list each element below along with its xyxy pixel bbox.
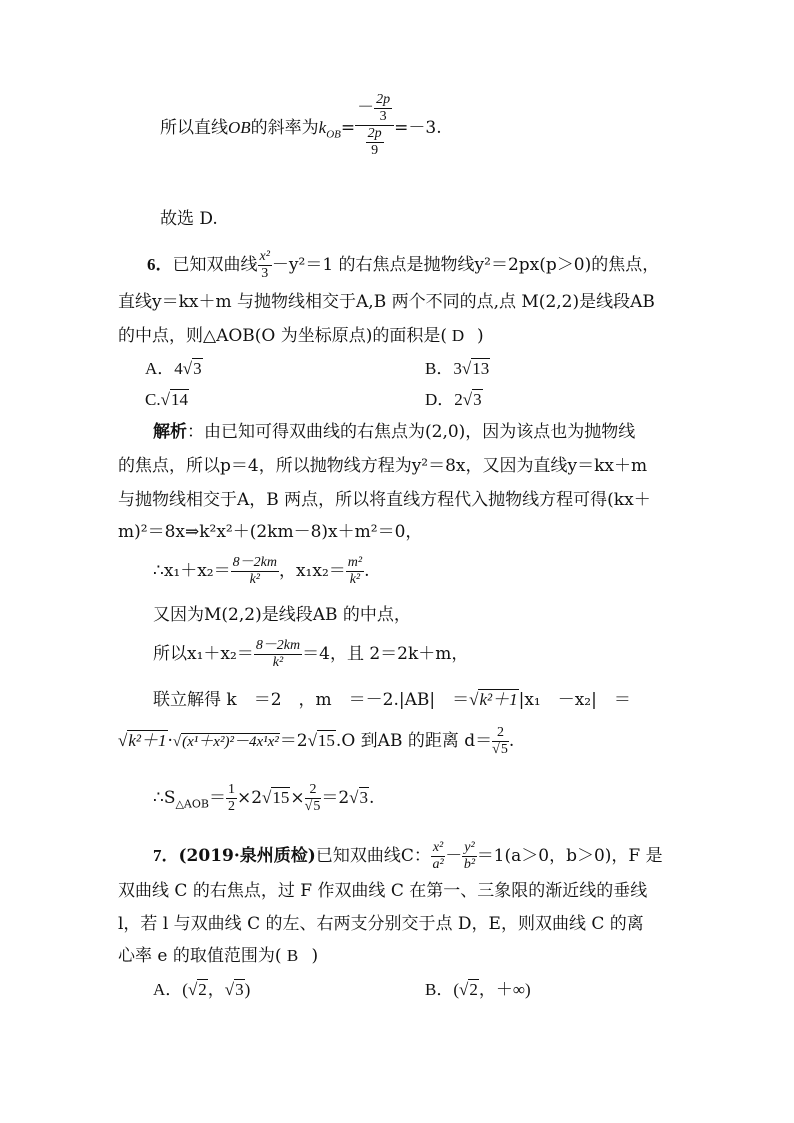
- text: ): [311, 946, 319, 966]
- q7-option-a: [153, 978, 250, 1002]
- denominator: √5: [492, 742, 508, 758]
- radicand: 5: [313, 799, 321, 815]
- fraction: [226, 782, 237, 815]
- denominator: [355, 126, 394, 159]
- q7-line-1: [153, 840, 663, 873]
- text: ＝1(a＞0，b＞0)，F 是: [476, 846, 663, 867]
- text: ·: [167, 731, 173, 752]
- text: ，x₁x₂＝: [278, 561, 346, 582]
- radicand: k²＋1: [479, 690, 518, 709]
- text: 直线y＝kx＋m 与抛物线相交于A,B 两个不同的点,点 M(2,2)是线段AB: [118, 292, 655, 312]
- fraction: [305, 782, 322, 815]
- sol6-line-3: [118, 488, 651, 512]
- radical: √3: [182, 359, 202, 378]
- numerator: 8－2km: [231, 555, 279, 572]
- radical: √(x¹＋x²)²－4x¹x²: [172, 734, 279, 751]
- text: 的斜率为: [250, 118, 319, 139]
- radical: √2: [187, 980, 207, 999]
- text: B．(: [425, 980, 459, 999]
- question-number: 6．: [147, 255, 173, 275]
- text: .: [364, 561, 370, 582]
- q6-option-b: [425, 357, 490, 381]
- text: ∴S: [153, 788, 176, 809]
- text: ：由已知可得双曲线的右焦点为(2,0)，因为该点也为抛物线: [187, 422, 636, 442]
- text: ，: [207, 980, 225, 1000]
- radicand: 3: [235, 980, 244, 999]
- text: .: [369, 788, 375, 809]
- denominator: 2: [227, 799, 235, 815]
- text: B．3: [425, 359, 462, 378]
- radicand: 5: [500, 742, 508, 758]
- text: ×2: [236, 788, 263, 809]
- radical: √3: [462, 390, 482, 409]
- numerator: 2p: [374, 92, 392, 109]
- radicand: 3: [193, 359, 202, 378]
- fraction: [366, 126, 384, 159]
- radicand: 13: [472, 359, 490, 378]
- radical: √k²＋1: [469, 690, 518, 709]
- denominator: b²: [463, 857, 476, 873]
- radicand: 2: [198, 980, 207, 999]
- text: ): [477, 326, 484, 346]
- text: 已知双曲线C：: [315, 846, 431, 867]
- text: 心率 e 的取值范围为(: [118, 946, 282, 966]
- text: C.: [145, 390, 161, 409]
- numerator: y²: [462, 840, 476, 857]
- text: －: [445, 846, 463, 867]
- sol6-line-7: [153, 638, 468, 671]
- q6-line-2: [118, 290, 655, 314]
- numerator: － $\frac{2p}{3}$: [355, 92, 394, 126]
- text: .: [508, 731, 515, 752]
- text: =－3.: [394, 118, 442, 139]
- text: |x₁ －x₂| ＝: [518, 690, 631, 710]
- text: ∴x₁＋x₂＝: [153, 561, 231, 582]
- sol6-line-10: [153, 782, 374, 816]
- text: 所以直线: [160, 118, 228, 139]
- text: 的焦点，所以p＝4，所以抛物线方程为y²＝8x，又因为直线y＝kx＋m: [118, 456, 648, 476]
- fraction: [231, 555, 279, 588]
- q6-option-a: [145, 357, 203, 381]
- radicand: 15: [272, 788, 290, 808]
- sol6-line-8: [153, 688, 631, 712]
- radicand: k²＋1: [128, 731, 167, 751]
- numerator: 2: [305, 782, 322, 799]
- denominator: 3: [379, 109, 387, 125]
- fraction: [258, 249, 272, 282]
- text: ＝: [208, 788, 226, 809]
- radical: √3: [224, 980, 244, 999]
- text: OB: [228, 118, 251, 138]
- q6-option-d: [425, 388, 483, 412]
- text: 又因为M(2,2)是线段AB 的中点，: [153, 605, 411, 625]
- denominator: 9: [371, 143, 379, 159]
- text: ，＋∞): [478, 980, 531, 999]
- complex-fraction: [355, 92, 394, 159]
- sol6-line-5: [153, 555, 369, 588]
- fraction: [492, 725, 509, 758]
- text: 故选 D.: [160, 209, 218, 229]
- text: l，若 l 与双曲线 C 的左、右两支分别交于点 D，E，则双曲线 C 的离: [118, 914, 644, 934]
- text: =: [340, 118, 356, 139]
- q6-line-1: [147, 249, 659, 282]
- text: －y²＝1 的右焦点是抛物线y²＝2px(p＞0)的焦点，: [271, 255, 660, 276]
- q7-line-3: [118, 912, 644, 936]
- numerator: 1: [226, 782, 237, 799]
- text: 的中点，则△AOB(O 为坐标原点)的面积是(: [118, 326, 448, 346]
- fraction: [346, 555, 364, 588]
- sol6-line-4: [118, 520, 422, 544]
- text: OB: [326, 128, 341, 141]
- slope-ob-line: [160, 92, 442, 159]
- text: △AOB: [175, 797, 209, 811]
- text: A．(: [153, 980, 188, 999]
- denominator: k²: [249, 572, 260, 588]
- q7-option-b: [425, 978, 531, 1002]
- radical: √15: [262, 788, 290, 808]
- q7-line-2: [118, 879, 647, 903]
- denominator: 3: [261, 266, 269, 282]
- radicand: 3: [473, 390, 482, 409]
- denominator: k²: [349, 572, 361, 588]
- text: 已知双曲线: [172, 255, 258, 276]
- denominator: a²: [432, 857, 444, 873]
- radical: √13: [461, 359, 490, 378]
- sol6-line-6: [153, 603, 411, 627]
- radicand: (x¹＋x²)²－4x¹x²: [182, 734, 279, 751]
- radical: √14: [160, 390, 188, 409]
- text: ×: [290, 788, 305, 809]
- text: m)²＝8x⇒k²x²＋(2km－8)x＋m²＝0，: [118, 522, 423, 542]
- text: ＝2: [321, 788, 350, 809]
- solution-label: 解析: [153, 422, 187, 442]
- radicand: 15: [317, 731, 335, 751]
- numerator: 2p: [366, 126, 384, 143]
- text: 与抛物线相交于A，B 两点，所以将直线方程代入抛物线方程可得(kx＋: [118, 490, 651, 510]
- question-number: 7．: [153, 846, 179, 866]
- q6-option-c: [145, 388, 189, 412]
- q6-line-3: [118, 324, 484, 348]
- conclusion-line: [160, 207, 218, 231]
- q7-line-4: [118, 944, 318, 968]
- radicand: 2: [469, 980, 478, 999]
- denominator: √5: [304, 799, 321, 815]
- sol6-line-1: [153, 420, 635, 444]
- text: ): [244, 980, 251, 999]
- text: ＝2: [279, 731, 308, 752]
- text: 双曲线 C 的右焦点，过 F 作双曲线 C 在第一、三象限的渐近线的垂线: [118, 881, 648, 901]
- answer: D: [451, 326, 465, 345]
- numerator: x²: [258, 249, 272, 266]
- sol6-line-2: [118, 454, 647, 478]
- fraction: [374, 92, 392, 125]
- radical: √15: [307, 731, 335, 751]
- text: D．2: [425, 390, 463, 409]
- numerator: m²: [346, 555, 364, 572]
- fraction: [431, 840, 445, 873]
- radicand: 14: [170, 390, 188, 409]
- radicand: 3: [359, 788, 368, 808]
- numerator: 8－2km: [254, 638, 302, 655]
- text: A．4: [145, 359, 183, 378]
- fraction: [254, 638, 302, 671]
- radical: √3: [349, 788, 368, 808]
- sol6-line-9: [118, 725, 514, 758]
- denominator: k²: [272, 655, 284, 671]
- numerator: 2: [492, 725, 509, 742]
- fraction: [462, 840, 476, 873]
- question-source: (2019·泉州质检): [178, 846, 316, 867]
- text: 所以x₁＋x₂＝: [153, 644, 254, 665]
- radical: √2: [459, 980, 478, 999]
- radical: √k²＋1: [118, 731, 167, 751]
- answer: B: [286, 946, 299, 965]
- text: 联立解得 k ＝2 ，m ＝－2.|AB| ＝: [153, 690, 470, 710]
- text: k: [318, 118, 327, 138]
- text: ＝4，且 2＝2k＋m，: [302, 644, 469, 665]
- numerator: x²: [431, 840, 445, 857]
- text: .O 到AB 的距离 d＝: [335, 731, 493, 752]
